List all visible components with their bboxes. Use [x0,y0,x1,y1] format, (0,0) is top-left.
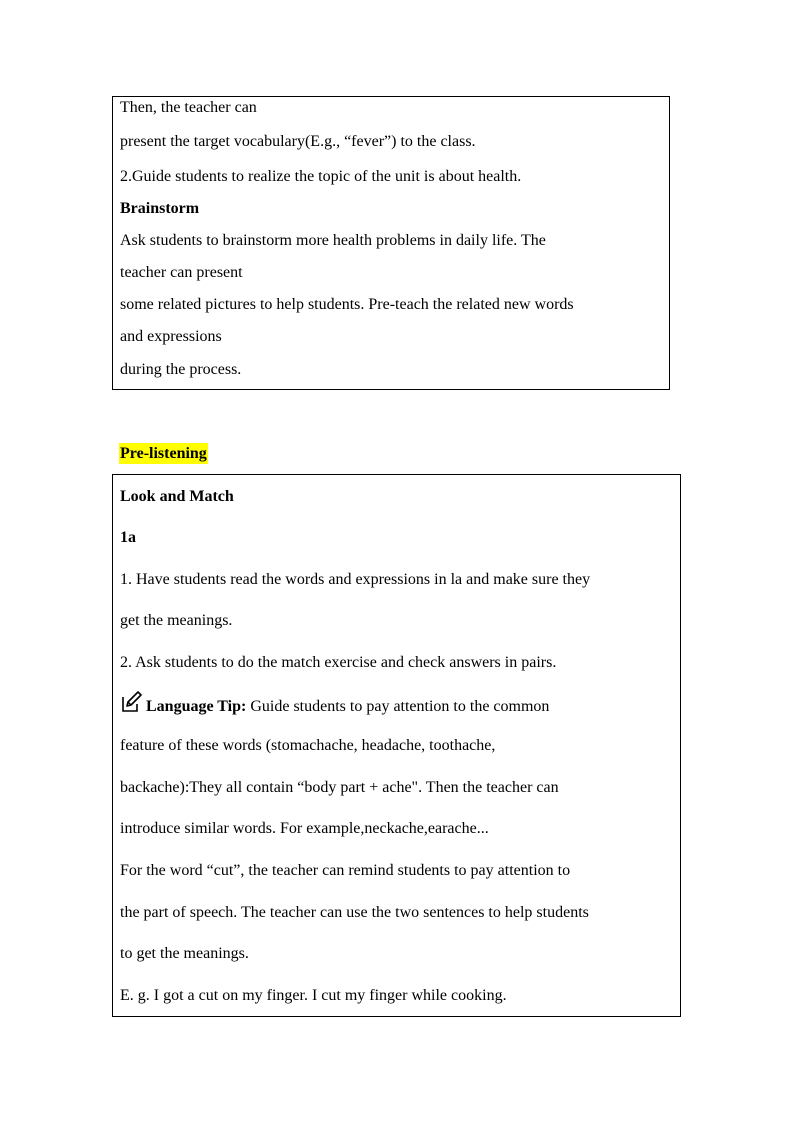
text-line: and expressions [120,328,222,345]
text-line: during the process. [120,361,242,378]
intro-text-box [112,96,670,390]
pen-icon [120,691,142,713]
step-1-line: 1. Have students read the words and expressions in la and make sure they [120,571,591,588]
box-title: Look and Match [120,488,234,505]
language-tip-text: Guide students to pay attention to the common [246,698,550,715]
example-line: E. g. I got a cut on my finger. I cut my finger while cooking. [120,987,507,1004]
text-line: teacher can present [120,264,243,281]
text-line: present the target vocabulary(E.g., “fever”) to the class. [120,133,476,150]
tip-line: the part of speech. The teacher can use the two sentences to help students [120,904,589,921]
tip-line: For the word “cut”, the teacher can remind students to pay attention to [120,862,571,879]
language-tip-label: Language Tip: [146,698,247,715]
step-1-line: get the meanings. [120,612,233,629]
language-tip-line [120,691,549,721]
step-2-line: 2. Ask students to do the match exercise and check answers in pairs. [120,654,557,671]
section-heading-pre-listening: Pre-listening [120,445,207,462]
tip-line: backache):They all contain “body part + ache". Then the teacher can [120,779,559,796]
box-subtitle: 1a [120,529,136,546]
text-line: 2.Guide students to realize the topic of the unit is about health. [120,168,522,185]
tip-line: feature of these words (stomachache, headache, toothache, [120,737,496,754]
look-and-match-box [112,474,681,1017]
brainstorm-heading: Brainstorm [120,200,200,217]
text-line: Ask students to brainstorm more health problems in daily life. The [120,232,546,249]
tip-line: introduce similar words. For example,neckache,earache... [120,820,489,837]
text-line: some related pictures to help students. Pre-teach the related new words [120,296,574,313]
text-line: Then, the teacher can [120,99,257,116]
tip-line: to get the meanings. [120,945,249,962]
